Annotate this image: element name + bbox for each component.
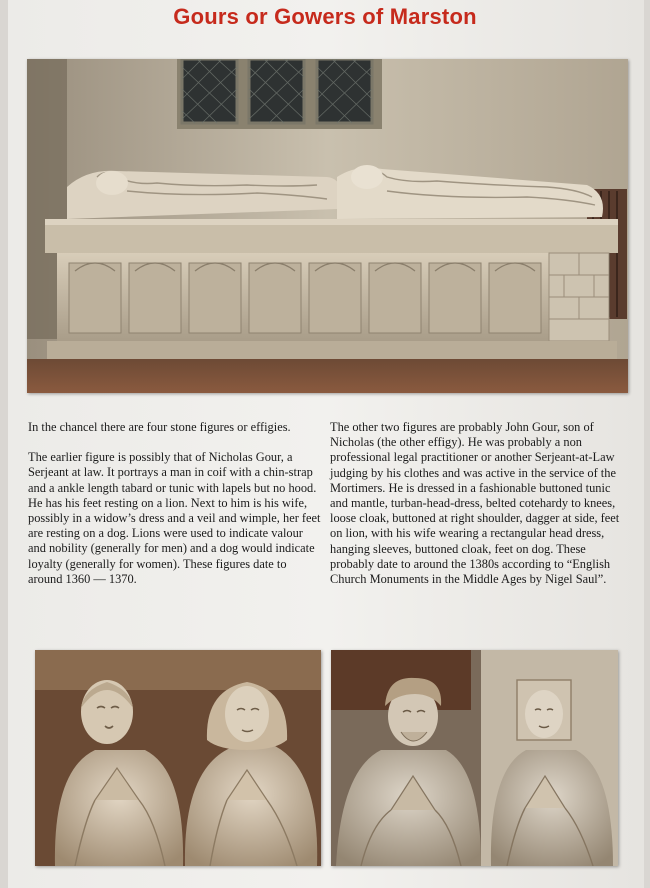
nicholas-gour-paragraph: The earlier figure is possibly that of Nicholas Gour, a Serjeant at law. It portrays a man in coif with a chin-strap and a ankle length tabard or tunic with lapels but no hood. He has his feet resting on a lion. Next to him is his wife, possibly in a widow’s dress and a veil and wimple, her feet are resting on a dog. Lions were used to indicate valour and nobility (generally for men) and a dog would indicate loyalty (generally for women). These figures date to around 1360 — 1370. [28,450,321,586]
tomb-photo [27,59,628,393]
nicholas-gour-effigies-photo [35,650,321,866]
john-gour-paragraph: The other two figures are probably John Gour, son of Nicholas (the other effigy). He was probably a non professional legal practitioner or another Serjeant-at-Law judging by his clothes and was active in the service of the Mortimers. He is dressed in a fashionable buttoned tunic and mantle, turban-head-dress, belted cotehardy to knees, loose cloak, buttoned at right shoulder, dagger at side, feet on lion, with his wife wearing a rectangular head dress, hanging sleeves, buttoned cloak, feet on dog. These probably date to around the 1380s according to “English Church Monuments in the Middle Ages by Nigel Saul”. [330,420,620,587]
right-text-column [330,420,630,602]
page-title: Gours or Gowers of Marston [173,4,477,29]
left-text-column [28,420,323,602]
intro-paragraph: In the chancel there are four stone figures or effigies. [28,420,291,434]
john-gour-effigies-photo [331,650,618,866]
